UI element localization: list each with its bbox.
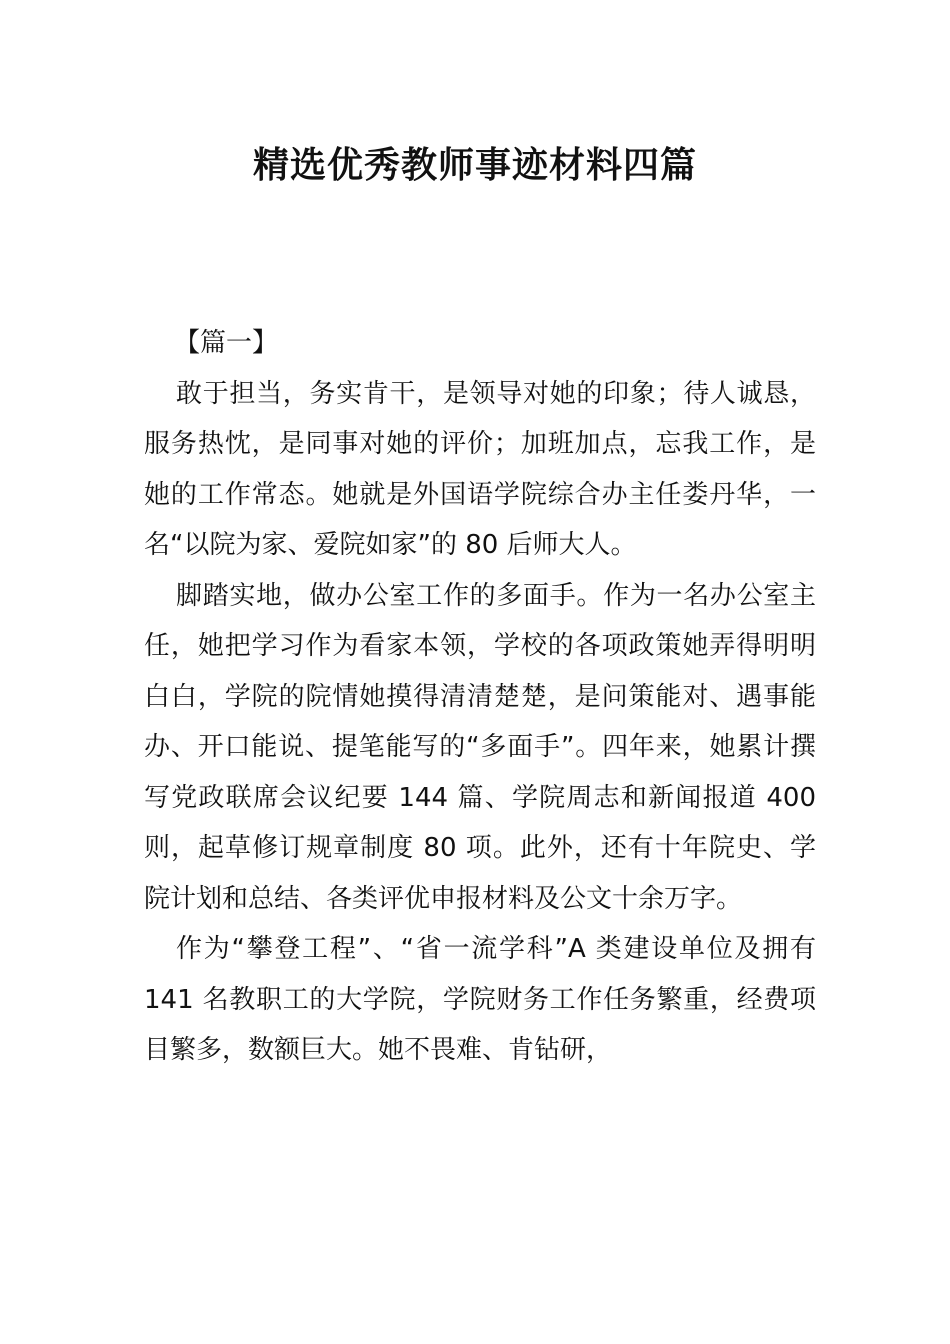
- document-title: 精选优秀教师事迹材料四篇: [252, 145, 697, 186]
- document-body: [144, 318, 816, 1076]
- section-label: 【篇一】: [174, 328, 279, 358]
- paragraph-2: 脚踏实地，做办公室工作的多面手。作为一名办公室主任，她把学习作为看家本领，学校的各项政策她弄得明明白白，学院的院情她摸得清清楚楚，是问策能对、遇事能办、开口能说、提笔能写的“多面手”。四年来，她累计撰写党政联席会议纪要 144 篇、学院周志和新闻报道 400 则，起草修订规章制度 80 项。此外，还有十年院史、学院计划和总结、各类评优申报材料及公文十余万字。: [144, 580, 816, 914]
- paragraph-1: 敢于担当，务实肯干，是领导对她的印象；待人诚恳，服务热忱，是同事对她的评价；加班加点，忘我工作，是她的工作常态。她就是外国语学院综合办主任娄丹华，一名“以院为家、爱院如家”的 80 后师大人。: [144, 378, 816, 560]
- paragraph-3: 作为“攀登工程”、“省一流学科”A 类建设单位及拥有 141 名教职工的大学院，学院财务工作任务繁重，经费项目繁多，数额巨大。她不畏难、肯钻研，: [144, 934, 816, 1065]
